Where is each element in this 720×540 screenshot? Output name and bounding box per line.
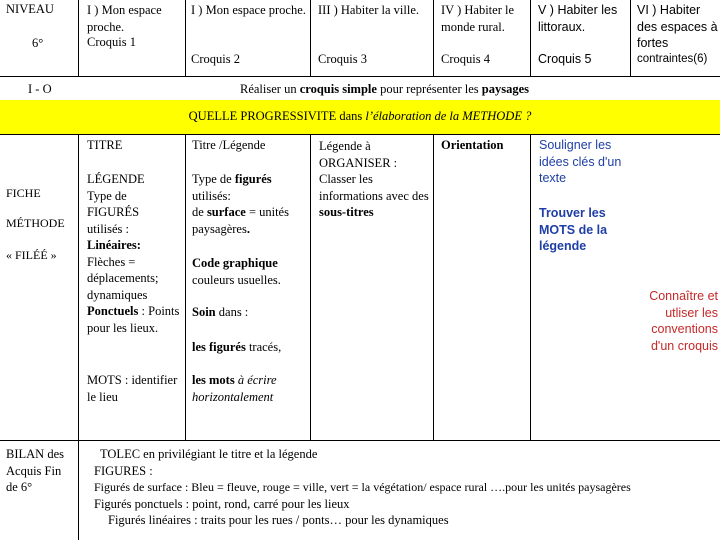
col-divider-3 xyxy=(310,0,311,76)
header-col3-croquis: Croquis 3 xyxy=(318,52,367,66)
niveau-value: 6° xyxy=(32,36,44,50)
header-col5-title: V ) Habiter les littoraux. xyxy=(538,3,618,34)
rule-banner-bottom xyxy=(0,134,720,135)
col-f-connaitre: Connaître et utliser les conventions d'un croquis xyxy=(649,289,718,353)
col-b-soin: Soin dans : xyxy=(192,305,249,319)
col-divider-2-lower xyxy=(185,134,186,440)
col-b-code-block: Code graphique couleurs usuelles. xyxy=(192,256,281,287)
col-b-figures-traces: les figurés tracés, xyxy=(192,340,282,354)
col-e-trouver: Trouver les MOTS de la légende xyxy=(539,206,608,253)
header-col5-croquis: Croquis 5 xyxy=(538,52,592,66)
col-divider-1 xyxy=(78,0,79,76)
col-a-mots: MOTS : identifier le lieu xyxy=(87,373,178,404)
fiche-line1: FICHE xyxy=(6,186,41,200)
objective-text: Réaliser un croquis simple pour représenter les paysages xyxy=(240,82,529,96)
col-divider-4-lower xyxy=(433,134,434,440)
col-b-figures-block: Type de figurés utilisés: de surface = unités paysagères. xyxy=(192,172,289,236)
bilan-line-3: Figurés de surface : Bleu = fleuve, rouge = ville, vert = la végétation/ espace rural ….pour les unités paysagères xyxy=(94,480,631,494)
bilan-line-5: Figurés linéaires : traits pour les rues / ponts… pour les dynamiques xyxy=(108,513,449,527)
header-col4-title: IV ) Habiter le monde rural. xyxy=(441,3,515,34)
col-b-titre: Titre /Légende xyxy=(192,138,266,152)
col-a-legende-block: LÉGENDE Type de FIGURÉS utilisés : Linéaires: Flèches = déplacements; dynamiques Ponctuels : Points pour les lieux. xyxy=(87,172,180,335)
rule-top-header xyxy=(0,76,720,77)
header-col1-title: I ) Mon espace proche. xyxy=(87,3,162,34)
col-divider-3-lower xyxy=(310,134,311,440)
bilan-label: BILAN des Acquis Fin de 6° xyxy=(6,447,64,494)
niveau-label: NIVEAU xyxy=(6,2,54,16)
col-divider-4 xyxy=(433,0,434,76)
header-col4-croquis: Croquis 4 xyxy=(441,52,490,66)
bilan-lines xyxy=(94,446,720,529)
col-divider-6 xyxy=(630,0,631,76)
bilan-line-1: TOLEC en privilégiant le titre et la légende xyxy=(100,447,318,461)
col-divider-2 xyxy=(185,0,186,76)
banner-question: QUELLE PROGRESSIVITE dans l’élaboration de la METHODE ? xyxy=(188,109,532,123)
fiche-line3: « FILÉÉ » xyxy=(6,248,57,262)
rule-bilan-top xyxy=(0,440,720,441)
col-divider-1-lower xyxy=(78,134,79,540)
col-c-legende: Légende à ORGANISER : xyxy=(319,139,398,170)
header-col2-title: I ) Mon espace proche. xyxy=(191,3,306,17)
bilan-line-4: Figurés ponctuels : point, rond, carré pour les lieux xyxy=(94,496,350,511)
col-divider-5 xyxy=(530,0,531,76)
bilan-line-2: FIGURES : xyxy=(94,463,153,478)
col-a-titre: TITRE xyxy=(87,138,123,152)
header-col6-croquis: contraintes(6) xyxy=(637,53,708,65)
col-b-mots: les mots à écrire horizontalement xyxy=(192,373,277,404)
col-divider-5-lower xyxy=(530,134,531,440)
objective-label: I - O xyxy=(28,82,52,96)
col-e-souligner: Souligner les idées clés d'un texte xyxy=(539,138,622,185)
col-d-orientation: Orientation xyxy=(441,138,504,152)
col-c-classer: Classer les informations avec des sous-titres xyxy=(319,172,429,219)
header-col1-croquis: Croquis 1 xyxy=(87,35,136,49)
header-col3-title: III ) Habiter la ville. xyxy=(318,3,419,17)
header-col2-croquis: Croquis 2 xyxy=(191,52,240,66)
fiche-line2: MÉTHODE xyxy=(6,216,65,230)
header-col6-title: VI ) Habiter des espaces à fortes xyxy=(637,3,718,50)
